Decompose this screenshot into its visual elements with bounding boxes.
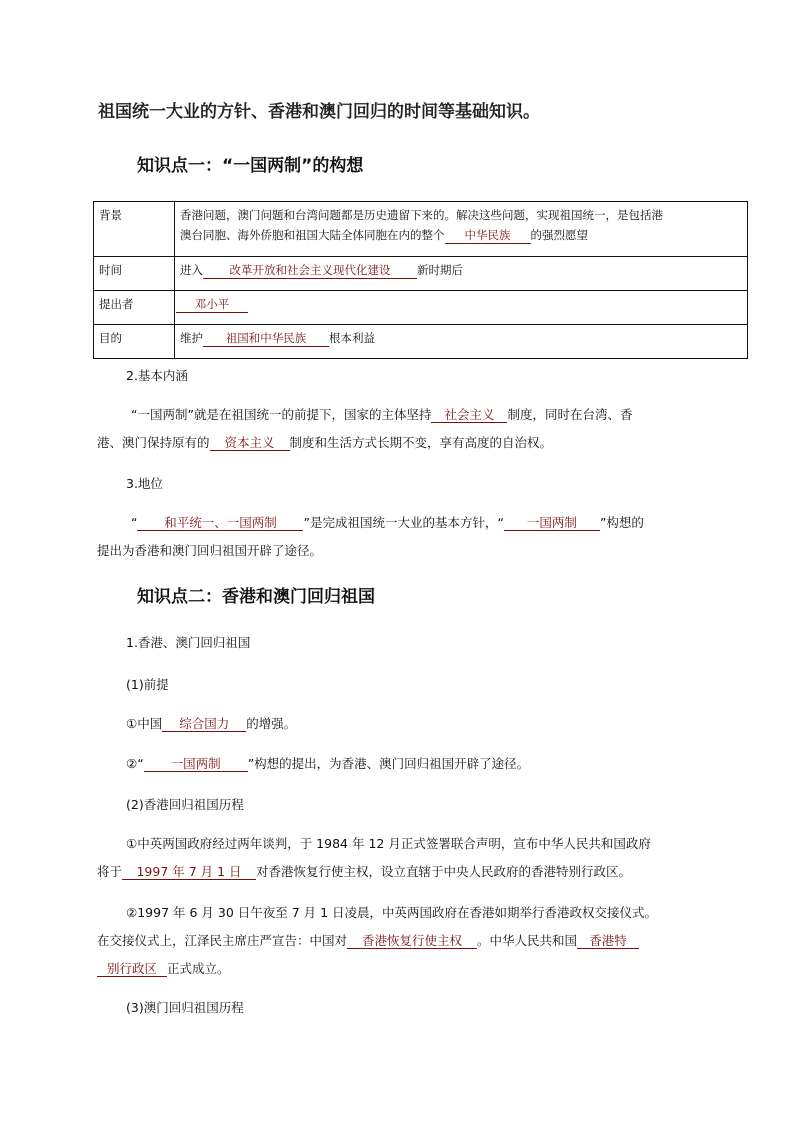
paragraph-line xyxy=(126,714,296,732)
answer-blank: 邓小平 xyxy=(176,297,248,313)
paragraph-line: ②1997 年 6 月 30 日午夜至 7 月 1 日凌晨，中英两国政府在香港如期举行香港政权交接仪式。 xyxy=(126,905,658,920)
answer-blank: 和平统一、一国两制 xyxy=(137,515,303,531)
row-text: 香港问题，澳门问题和台湾问题都是历史遗留下来的。解决这些问题，实现祖国统一，是包括港 xyxy=(180,208,663,222)
answer-blank: 香港恢复行使主权 xyxy=(347,933,477,949)
paragraph-line xyxy=(97,433,552,451)
text: 制度，同时在台湾、香 xyxy=(507,407,633,422)
answer-blank: 香港特 xyxy=(577,933,639,949)
row-content xyxy=(175,291,748,325)
text: “ xyxy=(131,515,138,530)
row-text: 澳台同胞、海外侨胞和祖国大陆全体同胞在内的整个 xyxy=(180,228,445,242)
row-text: 维护 xyxy=(180,331,203,345)
answer-blank: 综合国力 xyxy=(162,716,246,732)
text: 将于 xyxy=(97,864,123,879)
subsection-title: (1)前提 xyxy=(126,677,169,692)
row-text: 的强烈愿望 xyxy=(530,228,588,242)
text: 对香港恢复行使主权，设立直辖于中央人民政府的香港特别行政区。 xyxy=(256,864,632,879)
text: 制度和生活方式长期不变，享有高度的自治权。 xyxy=(289,435,553,450)
answer-blank: 中华民族 xyxy=(445,228,531,244)
row-label: 目的 xyxy=(94,325,175,359)
answer-blank: 1997 年 7 月 1 日 xyxy=(122,864,256,880)
table-row xyxy=(94,325,748,359)
paragraph-line: 提出为香港和澳门回归祖国开辟了途径。 xyxy=(97,543,323,558)
row-text: 根本利益 xyxy=(329,331,375,345)
answer-blank: 一国两制 xyxy=(144,756,248,772)
row-label: 时间 xyxy=(94,257,175,291)
text: 的增强。 xyxy=(246,716,297,731)
table-row xyxy=(94,202,748,257)
row-content xyxy=(175,257,748,291)
text: ”构想的 xyxy=(599,515,644,530)
text: ”是完成祖国统一大业的基本方针，“ xyxy=(303,515,504,530)
paragraph-line xyxy=(131,513,644,531)
row-text: 新时期后 xyxy=(417,263,463,277)
answer-blank: 祖国和中华民族 xyxy=(203,331,329,347)
row-text: 进入 xyxy=(180,263,203,277)
row-label: 提出者 xyxy=(94,291,175,325)
paragraph-line xyxy=(97,931,639,949)
paragraph-line xyxy=(97,862,631,880)
text: 在交接仪式上，江泽民主席庄严宣告：中国对 xyxy=(97,933,348,948)
text: ①中国 xyxy=(126,716,163,731)
text: ”构想的提出，为香港、澳门回归祖国开辟了途径。 xyxy=(247,756,530,771)
text: 港、澳门保持原有的 xyxy=(97,435,210,450)
concept-table xyxy=(93,201,748,359)
kp2-heading: 知识点二：香港和澳门回归祖国 xyxy=(137,587,375,607)
subsection-title: (2)香港回归祖国历程 xyxy=(126,797,244,812)
answer-blank: 社会主义 xyxy=(431,407,507,423)
row-text-line xyxy=(180,225,742,245)
table-row xyxy=(94,257,748,291)
paragraph-line xyxy=(97,959,230,977)
kp1-heading: 知识点一：“一国两制”的构想 xyxy=(137,156,364,176)
intro-text: 祖国统一大业的方针、香港和澳门回归的时间等基础知识。 xyxy=(98,102,540,122)
table-row xyxy=(94,291,748,325)
row-label: 背景 xyxy=(94,202,175,257)
row-content xyxy=(175,202,748,257)
section-title: 2.基本内涵 xyxy=(126,368,188,383)
paragraph-line xyxy=(126,754,529,772)
section-title: 1.香港、澳门回归祖国 xyxy=(126,635,251,650)
subsection-title: (3)澳门回归祖国历程 xyxy=(126,1000,244,1015)
answer-blank: 别行政区 xyxy=(97,961,167,977)
text: 。中华人民共和国 xyxy=(477,933,578,948)
answer-blank: 资本主义 xyxy=(210,435,290,451)
text: ②“ xyxy=(126,756,144,771)
answer-blank: 改革开放和社会主义现代化建设 xyxy=(203,263,417,279)
section-title: 3.地位 xyxy=(126,476,163,491)
row-content xyxy=(175,325,748,359)
text: “一国两制”就是在祖国统一的前提下，国家的主体坚持 xyxy=(131,407,432,422)
paragraph-line: ①中英两国政府经过两年谈判，于 1984 年 12 月正式签署联合声明，宣布中华人民共和国政府 xyxy=(126,836,651,851)
paragraph-line xyxy=(131,405,632,423)
answer-blank: 一国两制 xyxy=(504,515,600,531)
text: 正式成立。 xyxy=(167,961,230,976)
